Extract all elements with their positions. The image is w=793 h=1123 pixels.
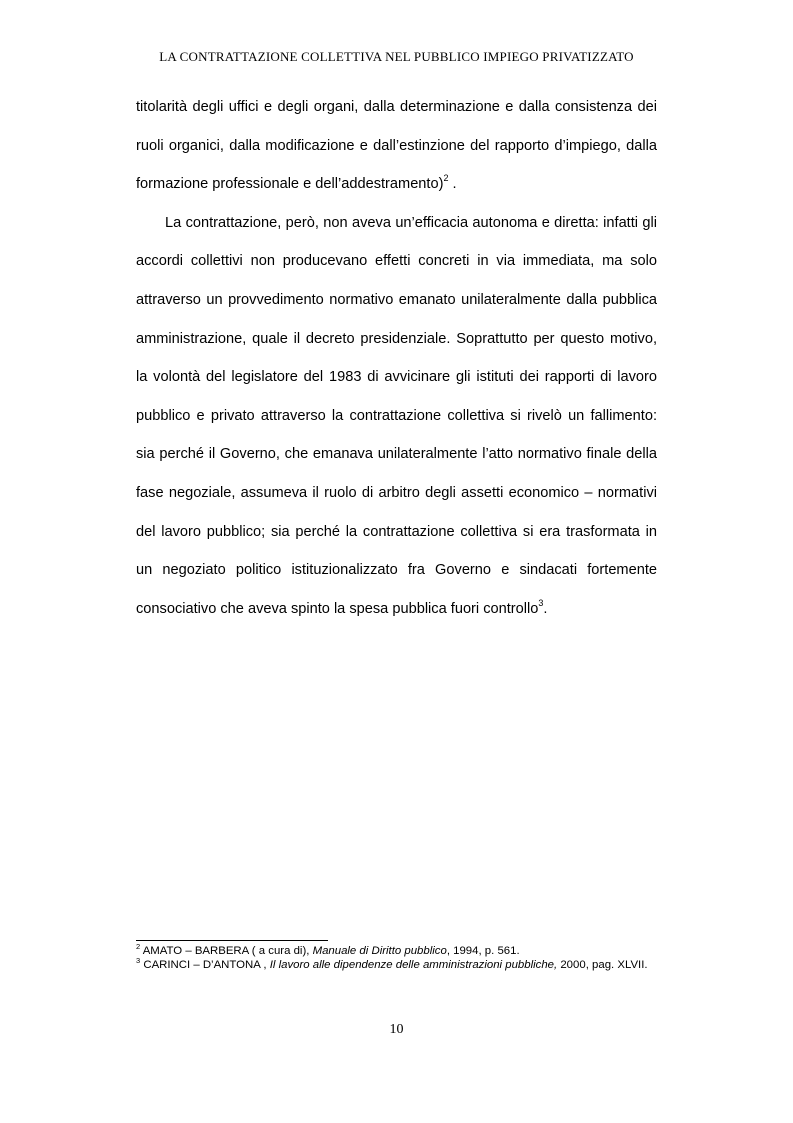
paragraph-2-text: La contrattazione, però, non aveva un’efficacia autonoma e diretta: infatti gli accordi collettivi non producevano effetti concreti in via immediata, ma solo attraverso un provvedimento normativo emanato unilateralmente dalla pubblica amministrazione, quale il decreto presidenziale. Soprattutto per questo motivo, la volontà del legislatore del 1983 di avvicinare gli istituti dei rapporti di lavoro pubblico e privato attraverso la contrattazione collettiva si rivelò un fallimento: sia perché il Governo, che emanava unilateralmente l’atto normativo finale della fase negoziale, assumeva il ruolo di arbitro degli assetti economico – normativi del lavoro pubblico; sia perché la contrattazione collettiva si era trasformata in un negoziato politico istituzionalizzato fra Governo e sindacati fortemente consociativo che aveva spinto la spesa pubblica fuori controllo [136, 214, 657, 617]
running-header: LA CONTRATTAZIONE COLLETTIVA NEL PUBBLICO IMPIEGO PRIVATIZZATO [159, 49, 634, 64]
footnote-2-details: , 1994, p. 561. [446, 945, 520, 957]
paragraph-2-end: . [543, 600, 548, 617]
footnote-3-details: 2000, pag. XLVII. [557, 958, 648, 971]
footnote-2-number: 2 [136, 942, 141, 951]
footnote-3 [136, 955, 657, 973]
paragraph-1 [136, 88, 657, 204]
page-number: 10 [389, 1022, 404, 1037]
body-text [136, 88, 657, 628]
paragraph-1-text: titolarità degli uffici e degli organi, dalla determinazione e dalla consistenza dei ruoli organici, dalla modificazione e dall’estinzione del rapporto d’impiego, dalla formazione professionale e dell’addestramento) [136, 99, 657, 193]
footnote-ref-3[interactable]: 3 [538, 597, 544, 608]
footnote-2 [136, 942, 657, 959]
footnote-separator [136, 940, 328, 941]
footnote-3-number: 3 [136, 955, 141, 965]
paragraph-2 [136, 204, 657, 629]
footnote-2-title: Manuale di Diritto pubblico [312, 945, 447, 957]
paragraph-1-end: . [448, 176, 457, 193]
footnote-ref-2[interactable]: 2 [443, 173, 449, 184]
footnotes [136, 942, 657, 972]
footnote-3-authors: CARINCI – D’ANTONA , [140, 958, 270, 971]
footnote-2-authors: AMATO – BARBERA ( a cura di), [140, 945, 313, 957]
footnote-3-title: Il lavoro alle dipendenze delle amministrazioni pubbliche, [269, 958, 558, 971]
